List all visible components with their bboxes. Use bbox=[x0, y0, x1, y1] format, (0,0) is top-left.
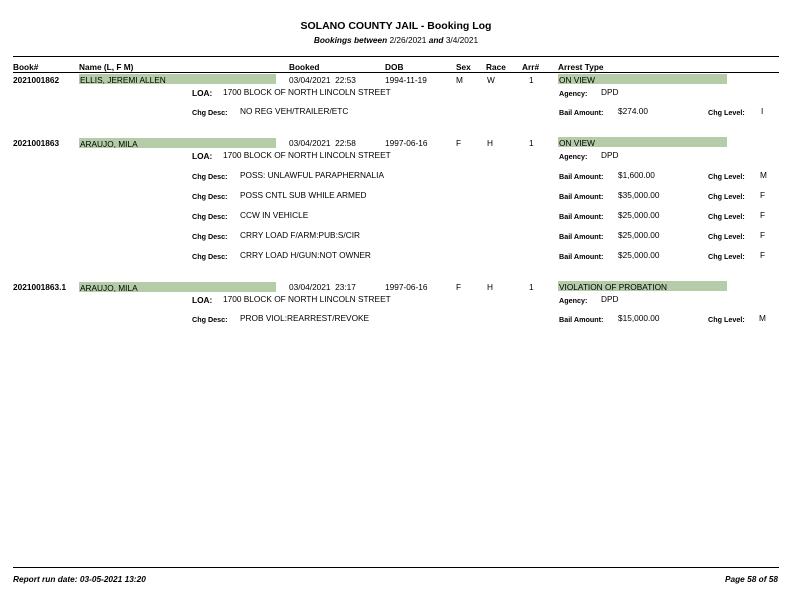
race-value: H bbox=[487, 282, 493, 292]
bail-amount-value: $25,000.00 bbox=[618, 210, 660, 220]
loa-label: LOA: bbox=[192, 151, 213, 161]
race-value: H bbox=[487, 138, 493, 148]
race-value: W bbox=[487, 75, 495, 85]
subtitle-prefix: Bookings between bbox=[313, 35, 388, 45]
agency-label: Agency: bbox=[559, 89, 588, 98]
chg-level-value: F bbox=[760, 250, 766, 260]
chg-level-label: Chg Level: bbox=[708, 212, 745, 221]
booking-number: 2021001863.1 bbox=[13, 282, 67, 292]
loa-value: 1700 BLOCK OF NORTH LINCOLN STREET bbox=[223, 150, 391, 160]
charge-description: NO REG VEH/TRAILER/ETC bbox=[240, 106, 349, 116]
start-date: 2/26/2021 bbox=[389, 35, 427, 45]
bail-amount-label: Bail Amount: bbox=[559, 212, 604, 221]
booking-number: 2021001863 bbox=[13, 138, 60, 148]
header-top-rule bbox=[13, 56, 779, 57]
chg-level-value: F bbox=[760, 230, 766, 240]
agency-label: Agency: bbox=[559, 152, 588, 161]
bail-amount-value: $15,000.00 bbox=[618, 313, 660, 323]
bail-amount-value: $25,000.00 bbox=[618, 250, 660, 260]
chg-level-label: Chg Level: bbox=[708, 315, 745, 324]
charge-description: POSS CNTL SUB WHILE ARMED bbox=[240, 190, 367, 200]
loa-label: LOA: bbox=[192, 88, 213, 98]
bail-amount-value: $25,000.00 bbox=[618, 230, 660, 240]
charge-description: POSS: UNLAWFUL PARAPHERNALIA bbox=[240, 170, 384, 180]
charge-description: CRRY LOAD F/ARM:PUB:S/CIR bbox=[240, 230, 361, 240]
bail-amount-label: Bail Amount: bbox=[559, 172, 604, 181]
booked-datetime: 03/04/2021 22:58 bbox=[289, 138, 356, 148]
agency-value: DPD bbox=[601, 294, 619, 304]
col-header-book: Book# bbox=[13, 62, 39, 72]
chg-desc-label: Chg Desc: bbox=[192, 212, 228, 221]
chg-desc-label: Chg Desc: bbox=[192, 192, 228, 201]
report-subtitle bbox=[0, 35, 792, 45]
inmate-name: ARAUJO, MILA bbox=[80, 283, 138, 293]
booked-datetime: 03/04/2021 23:17 bbox=[289, 282, 356, 292]
col-header-race: Race bbox=[486, 62, 506, 72]
charge-description: CRRY LOAD H/GUN:NOT OWNER bbox=[240, 250, 371, 260]
chg-desc-label: Chg Desc: bbox=[192, 108, 228, 117]
sex-value: F bbox=[456, 282, 462, 292]
report-title: SOLANO COUNTY JAIL - Booking Log bbox=[300, 20, 492, 32]
col-header-arr: Arr# bbox=[522, 62, 540, 72]
bail-amount-label: Bail Amount: bbox=[559, 192, 604, 201]
chg-level-value: F bbox=[760, 190, 766, 200]
footer-rule bbox=[13, 567, 779, 568]
booking-number: 2021001862 bbox=[13, 75, 60, 85]
page-number: Page 58 of 58 bbox=[724, 574, 778, 584]
bail-amount-label: Bail Amount: bbox=[559, 252, 604, 261]
inmate-name: ARAUJO, MILA bbox=[80, 139, 138, 149]
bail-amount-value: $274.00 bbox=[618, 106, 648, 116]
report-run-date: Report run date: 03-05-2021 13:20 bbox=[13, 574, 146, 584]
chg-desc-label: Chg Desc: bbox=[192, 315, 228, 324]
bail-amount-value: $35,000.00 bbox=[618, 190, 660, 200]
loa-value: 1700 BLOCK OF NORTH LINCOLN STREET bbox=[223, 87, 391, 97]
chg-desc-label: Chg Desc: bbox=[192, 252, 228, 261]
col-header-dob: DOB bbox=[385, 62, 404, 72]
inmate-name: ELLIS, JEREMI ALLEN bbox=[80, 75, 166, 85]
arrest-count: 1 bbox=[529, 138, 534, 148]
chg-level-label: Chg Level: bbox=[708, 232, 745, 241]
arrest-type: ON VIEW bbox=[559, 75, 595, 85]
col-header-name: Name (L, F M) bbox=[79, 62, 134, 72]
header-bottom-rule bbox=[13, 72, 779, 73]
arrest-count: 1 bbox=[529, 282, 534, 292]
arrest-type: VIOLATION OF PROBATION bbox=[559, 282, 668, 292]
charge-description: CCW IN VEHICLE bbox=[240, 210, 309, 220]
booked-datetime: 03/04/2021 22:53 bbox=[289, 75, 356, 85]
chg-level-label: Chg Level: bbox=[708, 172, 745, 181]
chg-desc-label: Chg Desc: bbox=[192, 232, 228, 241]
chg-desc-label: Chg Desc: bbox=[192, 172, 228, 181]
col-header-booked: Booked bbox=[289, 62, 320, 72]
agency-value: DPD bbox=[601, 150, 619, 160]
chg-level-value: M bbox=[759, 313, 766, 323]
chg-level-value: M bbox=[760, 170, 767, 180]
sex-value: M bbox=[456, 75, 463, 85]
sex-value: F bbox=[456, 138, 462, 148]
arrest-count: 1 bbox=[529, 75, 534, 85]
col-header-sex: Sex bbox=[456, 62, 471, 72]
chg-level-label: Chg Level: bbox=[708, 192, 745, 201]
bail-amount-label: Bail Amount: bbox=[559, 315, 604, 324]
agency-label: Agency: bbox=[559, 296, 588, 305]
chg-level-value: I bbox=[761, 106, 764, 116]
end-date: 3/4/2021 bbox=[445, 35, 479, 45]
col-header-arrest-type: Arrest Type bbox=[558, 62, 604, 72]
dob-value: 1994-11-19 bbox=[385, 75, 427, 85]
arrest-type: ON VIEW bbox=[559, 138, 595, 148]
chg-level-label: Chg Level: bbox=[708, 108, 745, 117]
loa-value: 1700 BLOCK OF NORTH LINCOLN STREET bbox=[223, 294, 391, 304]
loa-label: LOA: bbox=[192, 295, 213, 305]
subtitle-and: and bbox=[428, 35, 444, 45]
bail-amount-label: Bail Amount: bbox=[559, 232, 604, 241]
chg-level-label: Chg Level: bbox=[708, 252, 745, 261]
bail-amount-value: $1,600.00 bbox=[618, 170, 655, 180]
dob-value: 1997-06-16 bbox=[385, 138, 428, 148]
bail-amount-label: Bail Amount: bbox=[559, 108, 604, 117]
agency-value: DPD bbox=[601, 87, 619, 97]
dob-value: 1997-06-16 bbox=[385, 282, 428, 292]
charge-description: PROB VIOL:REARREST/REVOKE bbox=[240, 313, 370, 323]
chg-level-value: F bbox=[760, 210, 766, 220]
